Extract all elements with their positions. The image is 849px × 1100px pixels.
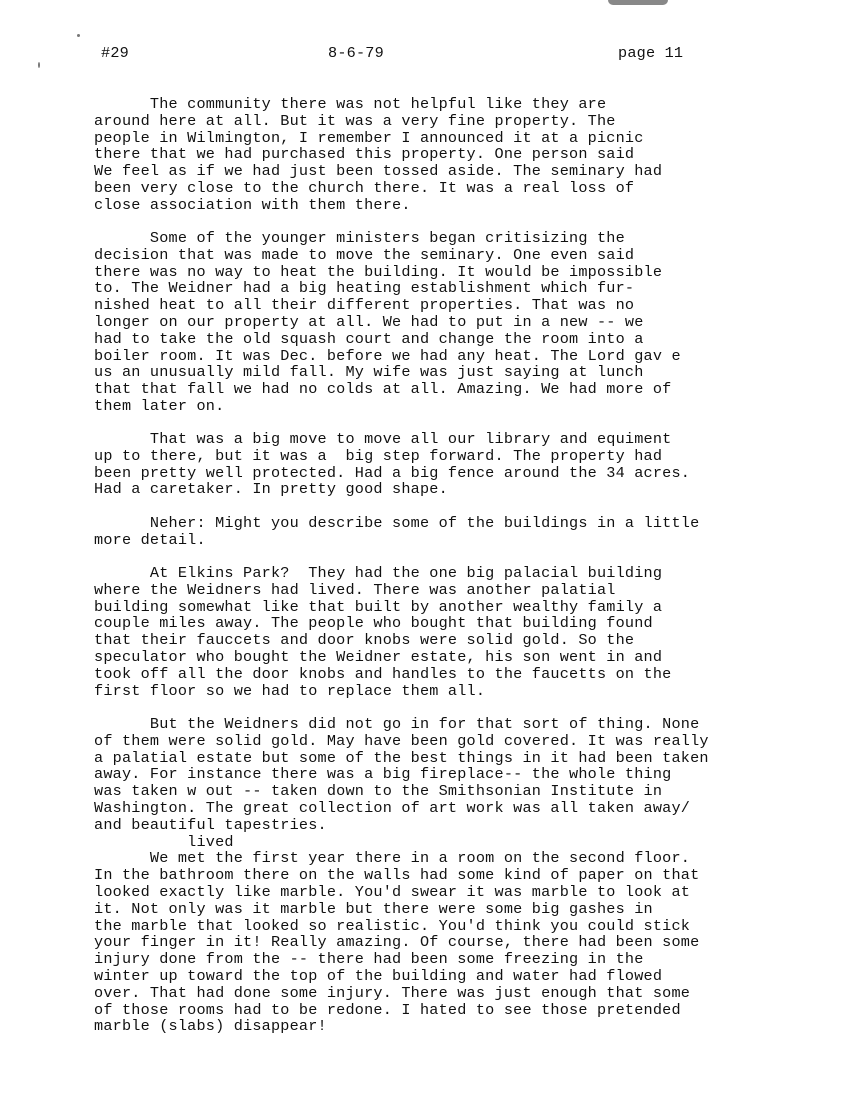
text-line: decision that was made to move the seminary. One even said: [94, 245, 635, 264]
paragraph: [94, 431, 814, 498]
text-line: and beautiful tapestries.: [94, 815, 327, 834]
text-line: been pretty well protected. Had a big fence around the 34 acres.: [94, 463, 691, 482]
text-line: nished heat to all their different properties. That was no: [94, 296, 635, 315]
paragraph: [94, 716, 814, 1035]
document-number: #29: [101, 44, 129, 62]
text-line: took off all the door knobs and handles to the faucetts on the: [94, 664, 672, 683]
paragraph: [94, 515, 814, 549]
text-line: close association with them there.: [94, 195, 411, 214]
text-line: that that fall we had no colds at all. Amazing. We had more of: [94, 380, 672, 399]
text-line: Had a caretaker. In pretty good shape.: [94, 480, 448, 499]
text-line: Neher: Might you describe some of the buildings in a little: [94, 514, 700, 532]
text-line: there that we had purchased this property. One person said: [94, 145, 635, 164]
text-line: couple miles away. The people who bought that building found: [94, 614, 653, 633]
text-line: was taken w out -- taken down to the Smithsonian Institute in: [94, 782, 663, 801]
document-date: 8-6-79: [328, 44, 384, 62]
text-line: Washington. The great collection of art work was all taken away/: [94, 798, 691, 817]
text-line: been very close to the church there. It was a real loss of: [94, 178, 635, 197]
text-line: building somewhat like that built by another wealthy family a: [94, 597, 663, 616]
text-line: more detail.: [94, 530, 206, 549]
text-line: a palatial estate but some of the best things in it had been taken: [94, 748, 709, 767]
text-line: up to there, but it was a big step forward. The property had: [94, 446, 663, 465]
text-line: to. The Weidner had a big heating establishment which fur-: [94, 279, 635, 298]
text-line: away. For instance there was a big fireplace-- the whole thing: [94, 765, 672, 784]
text-line: your finger in it! Really amazing. Of course, there had been some: [94, 933, 700, 952]
text-line: In the bathroom there on the walls had some kind of paper on that: [94, 866, 700, 885]
text-line: of them were solid gold. May have been gold covered. It was really: [94, 731, 709, 750]
text-line: there was no way to heat the building. It would be impossible: [94, 262, 663, 281]
text-line: At Elkins Park? They had the one big palacial building: [94, 564, 663, 582]
text-line: them later on.: [94, 396, 225, 415]
text-line: longer on our property at all. We had to put in a new -- we: [94, 312, 644, 331]
text-line: of those rooms had to be redone. I hated to see those pretended: [94, 1000, 681, 1019]
text-line: us an unusually mild fall. My wife was just saying at lunch: [94, 363, 644, 382]
text-line: We feel as if we had just been tossed aside. The seminary had: [94, 162, 663, 181]
scan-mark: [608, 0, 668, 5]
text-line: it. Not only was it marble but there were some big gashes in: [94, 899, 653, 918]
text-line: people in Wilmington, I remember I announced it at a picnic: [94, 128, 644, 147]
text-line: injury done from the -- there had been some freezing in the: [94, 950, 644, 969]
scan-speck: [38, 62, 40, 68]
scan-speck: [77, 34, 80, 37]
text-line: over. That had done some injury. There was just enough that some: [94, 983, 691, 1002]
text-line: boiler room. It was Dec. before we had any heat. The Lord gav e: [94, 346, 681, 365]
page-number: page 11: [618, 44, 684, 62]
text-line: looked exactly like marble. You'd swear it was marble to look at: [94, 882, 691, 901]
text-line: winter up toward the top of the building and water had flowed: [94, 966, 663, 985]
text-line: The community there was not helpful like they are: [94, 95, 607, 113]
text-line: that their fauccets and door knobs were solid gold. So the: [94, 631, 635, 650]
text-line: But the Weidners did not go in for that sort of thing. None: [94, 715, 700, 733]
text-line: had to take the old squash court and change the room into a: [94, 329, 644, 348]
paragraph: [94, 230, 814, 415]
text-line: That was a big move to move all our library and equiment: [94, 430, 672, 448]
text-line: where the Weidners had lived. There was another palatial: [94, 580, 616, 599]
text-line: around here at all. But it was a very fine property. The: [94, 111, 616, 130]
text-line: speculator who bought the Weidner estate, his son went in and: [94, 647, 663, 666]
text-line: the marble that looked so realistic. You'd think you could stick: [94, 916, 691, 935]
text-line: We met the first year there in a room on the second floor.: [94, 849, 691, 868]
paragraph: [94, 565, 814, 699]
text-line: lived: [94, 832, 234, 851]
text-line: Some of the younger ministers began critisizing the: [94, 229, 625, 247]
paragraph: [94, 96, 814, 214]
text-line: marble (slabs) disappear!: [94, 1017, 327, 1036]
text-line: first floor so we had to replace them all.: [94, 681, 486, 700]
